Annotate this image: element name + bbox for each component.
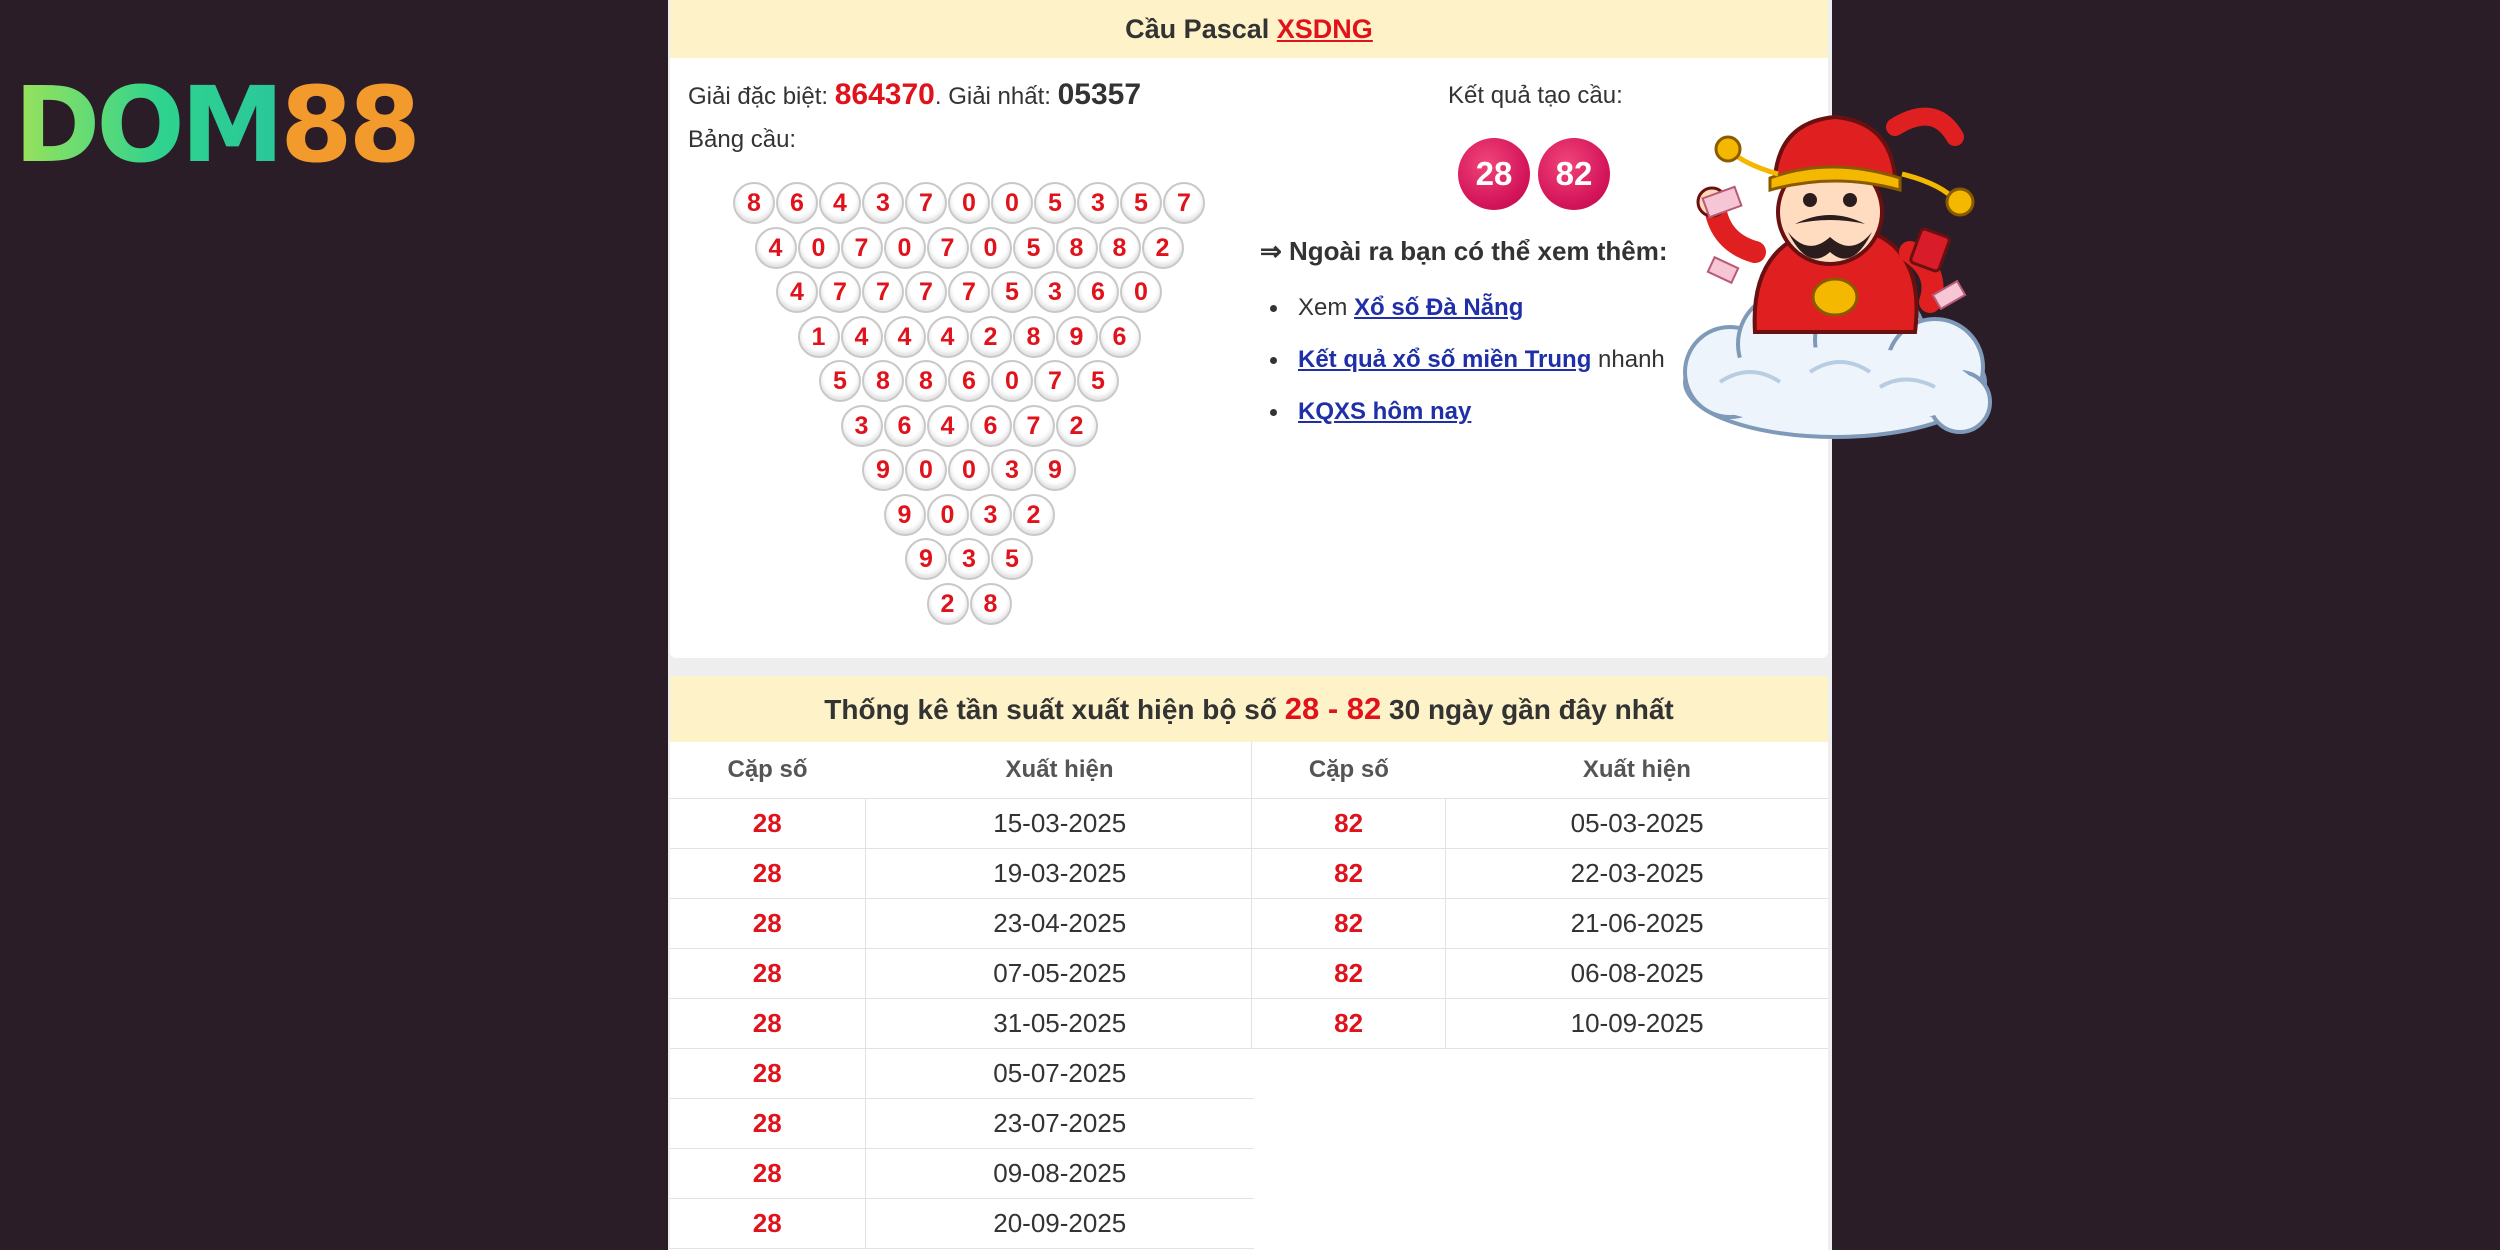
pascal-ball: 6	[1099, 316, 1141, 358]
pascal-ball: 7	[927, 227, 969, 269]
prize-separator: .	[934, 83, 942, 110]
pascal-ball: 7	[862, 271, 904, 313]
logo-text-88: 88	[280, 64, 417, 186]
pascal-ball: 3	[841, 405, 883, 447]
date-cell: 22-03-2025	[1446, 849, 1828, 899]
date-cell: 31-05-2025	[865, 999, 1254, 1049]
table-row	[1252, 799, 1829, 849]
pair-cell: 28	[670, 849, 865, 899]
pair-cell: 28	[670, 949, 865, 999]
table-row	[670, 1049, 1254, 1099]
pascal-ball: 8	[905, 360, 947, 402]
link-xo-so-da-nang[interactable]: Xổ số Đà Nẵng	[1354, 294, 1524, 321]
pascal-ball: 3	[862, 182, 904, 224]
pascal-ball: 7	[1163, 182, 1205, 224]
table-row	[1252, 949, 1829, 999]
special-prize-label: Giải đặc biệt:	[688, 83, 829, 110]
pascal-title: Cầu Pascal	[1125, 14, 1270, 44]
table-label: Bảng cầu:	[688, 126, 797, 153]
link-kqxs-mien-trung[interactable]: Kết quả xổ số miền Trung	[1298, 346, 1592, 373]
pascal-ball: 2	[1142, 227, 1184, 269]
pascal-ball: 3	[948, 538, 990, 580]
pair-cell: 28	[670, 899, 865, 949]
pascal-ball: 3	[1077, 182, 1119, 224]
pascal-ball: 6	[884, 405, 926, 447]
see-more-title: ⇒ Ngoài ra bạn có thể xem thêm:	[1260, 236, 1668, 266]
pascal-ball: 0	[927, 494, 969, 536]
content-panel	[668, 0, 1832, 1250]
table-row	[670, 999, 1254, 1049]
pascal-ball: 0	[884, 227, 926, 269]
pascal-ball: 8	[862, 360, 904, 402]
pascal-ball: 5	[1034, 182, 1076, 224]
pascal-ball: 9	[884, 494, 926, 536]
dom88-logo[interactable]	[14, 64, 454, 186]
pascal-ball: 7	[905, 271, 947, 313]
pascal-ball: 4	[841, 316, 883, 358]
pascal-ball: 0	[1120, 271, 1162, 313]
date-cell: 10-09-2025	[1446, 999, 1828, 1049]
pascal-ball: 5	[819, 360, 861, 402]
pascal-ball: 5	[1013, 227, 1055, 269]
pair-cell: 28	[670, 799, 865, 849]
pascal-ball: 3	[1034, 271, 1076, 313]
table-row	[670, 799, 1254, 849]
pascal-ball: 7	[948, 271, 990, 313]
pascal-ball: 4	[819, 182, 861, 224]
pair-cell: 82	[1252, 949, 1446, 999]
pascal-ball: 5	[1077, 360, 1119, 402]
pascal-ball: 4	[755, 227, 797, 269]
table-row	[1252, 849, 1829, 899]
date-cell: 21-06-2025	[1446, 899, 1828, 949]
pair-cell: 82	[1252, 999, 1446, 1049]
result-label: Kết quả tạo cầu:	[1448, 82, 1623, 109]
pair-cell: 82	[1252, 899, 1446, 949]
pascal-ball: 5	[1120, 182, 1162, 224]
stats-table-left	[670, 742, 1254, 1249]
pascal-ball: 4	[927, 316, 969, 358]
pascal-ball: 8	[733, 182, 775, 224]
pair-cell: 28	[670, 1049, 865, 1099]
pascal-ball: 8	[1056, 227, 1098, 269]
pascal-ball: 9	[1034, 449, 1076, 491]
date-cell: 07-05-2025	[865, 949, 1254, 999]
pascal-ball: 8	[1099, 227, 1141, 269]
date-cell: 06-08-2025	[1446, 949, 1828, 999]
pair-cell: 28	[670, 999, 865, 1049]
col-header-pair: Cặp số	[1252, 742, 1446, 799]
pascal-ball: 6	[1077, 271, 1119, 313]
stats-table-right	[1251, 742, 1828, 1049]
table-row	[670, 899, 1254, 949]
pascal-ball: 1	[798, 316, 840, 358]
pascal-ball: 6	[776, 182, 818, 224]
pascal-ball: 7	[841, 227, 883, 269]
pascal-ball: 0	[948, 449, 990, 491]
see-more-item	[1298, 392, 1665, 444]
table-row	[1252, 899, 1829, 949]
col-header-pair: Cặp số	[670, 742, 865, 799]
pair-cell: 82	[1252, 849, 1446, 899]
pair-cell: 28	[670, 1099, 865, 1149]
pascal-ball: 6	[970, 405, 1012, 447]
logo-text-dom: DOM	[14, 64, 281, 186]
pair-cell: 28	[670, 1199, 865, 1249]
pascal-ball: 6	[948, 360, 990, 402]
pascal-ball: 7	[905, 182, 947, 224]
stats-header	[670, 676, 1828, 742]
stats-title-prefix: Thống kê tần suất xuất hiện bộ số	[824, 694, 1277, 725]
table-row	[670, 949, 1254, 999]
stats-card	[670, 676, 1828, 1250]
pascal-ball: 4	[884, 316, 926, 358]
table-row	[670, 1149, 1254, 1199]
pair-cell: 82	[1252, 799, 1446, 849]
special-prize-value: 864370	[834, 78, 935, 111]
pascal-card	[670, 0, 1828, 658]
date-cell: 23-04-2025	[865, 899, 1254, 949]
link-kqxs-hom-nay[interactable]: KQXS hôm nay	[1298, 398, 1472, 425]
god-of-wealth-mascot-icon	[1660, 82, 2010, 472]
pascal-ball: 9	[862, 449, 904, 491]
pascal-ball: 8	[970, 583, 1012, 625]
pascal-ball: 0	[991, 182, 1033, 224]
date-cell: 15-03-2025	[865, 799, 1254, 849]
stats-title-pair: 28 - 82	[1284, 691, 1382, 726]
pascal-ball: 2	[1056, 405, 1098, 447]
pascal-ball: 0	[905, 449, 947, 491]
first-prize-label: Giải nhất:	[948, 83, 1051, 110]
pascal-ball: 2	[970, 316, 1012, 358]
table-row	[670, 1199, 1254, 1249]
see-more-list	[1298, 288, 1665, 444]
pascal-ball: 5	[991, 271, 1033, 313]
pascal-ball: 0	[970, 227, 1012, 269]
date-cell: 09-08-2025	[865, 1149, 1254, 1199]
table-row	[1252, 999, 1829, 1049]
table-row	[670, 1099, 1254, 1149]
pascal-ball: 7	[1034, 360, 1076, 402]
date-cell: 20-09-2025	[865, 1199, 1254, 1249]
see-more-item	[1298, 288, 1665, 340]
pascal-ball: 3	[970, 494, 1012, 536]
date-cell: 05-07-2025	[865, 1049, 1254, 1099]
pascal-ball: 7	[1013, 405, 1055, 447]
date-cell: 05-03-2025	[1446, 799, 1828, 849]
pascal-ball: 7	[819, 271, 861, 313]
xsdng-link[interactable]: XSDNG	[1276, 14, 1373, 44]
see-more-suffix: nhanh	[1591, 346, 1665, 373]
pascal-ball: 3	[991, 449, 1033, 491]
see-more-prefix: Xem	[1298, 294, 1355, 321]
col-header-date: Xuất hiện	[1446, 742, 1828, 799]
date-cell: 23-07-2025	[865, 1099, 1254, 1149]
pascal-ball: 0	[948, 182, 990, 224]
pascal-ball: 4	[776, 271, 818, 313]
pascal-ball: 4	[927, 405, 969, 447]
pascal-ball: 9	[1056, 316, 1098, 358]
date-cell: 19-03-2025	[865, 849, 1254, 899]
pascal-ball: 9	[905, 538, 947, 580]
pascal-ball: 0	[991, 360, 1033, 402]
see-more-item	[1298, 340, 1665, 392]
stats-title-suffix: 30 ngày gần đây nhất	[1389, 694, 1674, 725]
pascal-ball: 2	[1013, 494, 1055, 536]
table-row	[670, 849, 1254, 899]
col-header-date: Xuất hiện	[865, 742, 1254, 799]
pair-cell: 28	[670, 1149, 865, 1199]
pascal-ball: 8	[1013, 316, 1055, 358]
result-ball-2: 82	[1538, 138, 1610, 210]
pascal-ball: 5	[991, 538, 1033, 580]
result-ball-1: 28	[1458, 138, 1530, 210]
pascal-ball: 2	[927, 583, 969, 625]
first-prize-value: 05357	[1057, 78, 1142, 111]
pascal-ball: 0	[798, 227, 840, 269]
